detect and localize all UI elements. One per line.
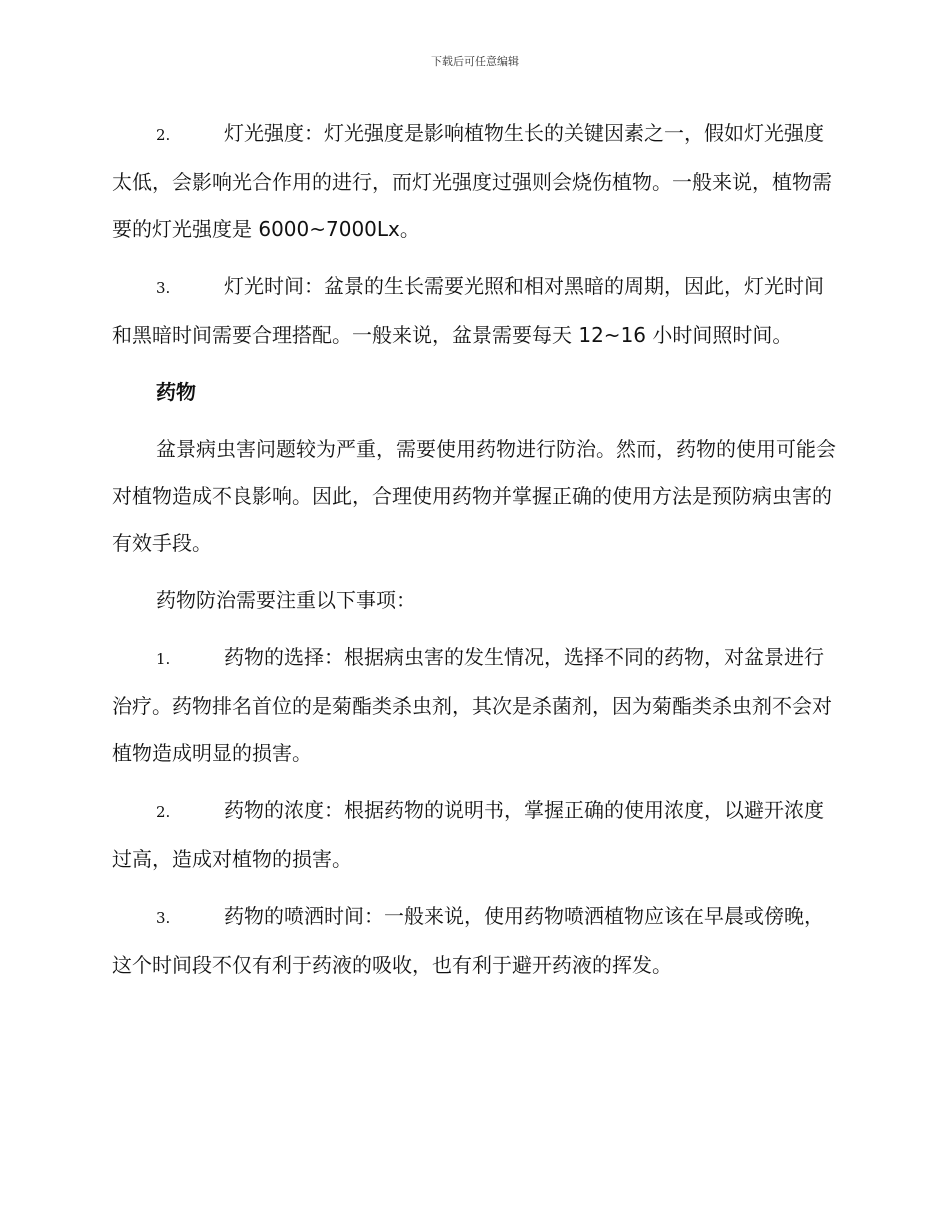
section-heading-medicine: 药物 [156,380,196,404]
medicine-selection-item [112,634,836,777]
list-item-text: 药物的喷洒时间：一般来说，使用药物喷洒植物应该在早晨或傍晚，这个时间段不仅有利于药液的吸收，也有利于避开药液的挥发。 [112,904,824,977]
medicine-spray-time-item [112,893,836,989]
page-header: 下载后可任意编辑 [431,55,519,68]
list-number: 2. [156,803,171,821]
list-item-text: 灯光强度：灯光强度是影响植物生长的关键因素之一，假如灯光强度太低，会影响光合作用的进行，而灯光强度过强则会烧伤植物。一般来说，植物需要的灯光强度是 6000~7000Lx。 [112,121,832,241]
light-duration-item [112,263,836,359]
medicine-notes-intro: 药物防治需要注重以下事项： [156,588,416,612]
list-number: 2. [156,126,171,144]
light-intensity-item [112,110,836,253]
list-item-text: 药物的浓度：根据药物的说明书，掌握正确的使用浓度，以避开浓度过高，造成对植物的损害。 [112,798,824,871]
list-number: 1. [156,650,171,668]
document-body [112,110,836,999]
list-number: 3. [156,279,171,297]
list-item-text: 药物的选择：根据病虫害的发生情况，选择不同的药物，对盆景进行治疗。药物排名首位的是菊酯类杀虫剂，其次是杀菌剂，因为菊酯类杀虫剂不会对植物造成明显的损害。 [112,645,832,765]
list-item-text: 灯光时间：盆景的生长需要光照和相对黑暗的周期，因此，灯光时间和黑暗时间需要合理搭配。一般来说，盆景需要每天 12~16 小时间照时间。 [112,274,824,347]
medicine-concentration-item [112,787,836,883]
medicine-intro-paragraph: 盆景病虫害问题较为严重，需要使用药物进行防治。然而，药物的使用可能会对植物造成不良影响。因此，合理使用药物并掌握正确的使用方法是预防病虫害的有效手段。 [112,437,836,555]
list-number: 3. [156,909,171,927]
